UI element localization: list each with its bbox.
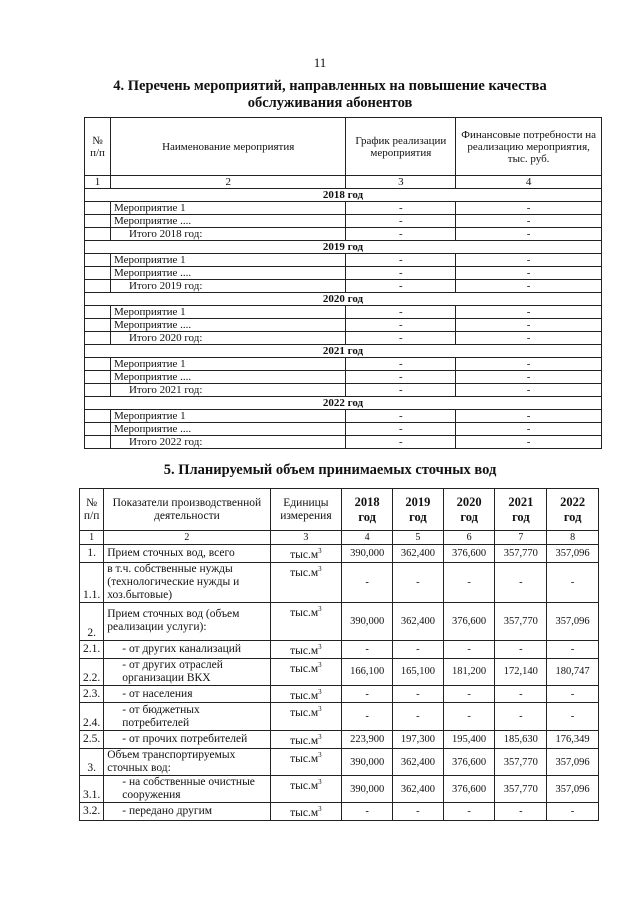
unit-cell xyxy=(270,731,342,749)
value-cell: 357,770 xyxy=(495,545,547,563)
unit-text: тыс.м xyxy=(290,606,319,619)
t1-colnum: 2 xyxy=(110,176,345,189)
value-cell: 362,400 xyxy=(393,776,444,803)
value-cell: 357,096 xyxy=(547,749,599,776)
value-cell: 165,100 xyxy=(393,658,444,685)
t2-colnum: 5 xyxy=(393,531,444,545)
t1-header-num: № п/п xyxy=(85,118,111,176)
t2-header-unit: Единицы измерения xyxy=(270,489,342,531)
measure-total: Итого 2021 год: xyxy=(110,384,345,397)
value-cell: - xyxy=(495,703,547,731)
measure-schedule: - xyxy=(346,384,456,397)
measure-finance: - xyxy=(456,202,602,215)
measure-finance: - xyxy=(456,358,602,371)
measure-name: Мероприятие .... xyxy=(110,319,345,332)
t1-header-schedule: График реализации мероприятия xyxy=(346,118,456,176)
value-cell: - xyxy=(393,685,444,703)
value-cell: - xyxy=(495,562,547,602)
value-cell: 390,000 xyxy=(342,776,393,803)
measure-finance: - xyxy=(456,280,602,293)
section4-title-line2: обслуживания абонентов xyxy=(247,95,413,111)
t1-header-finance: Финансовые потребности на реализацию мероприятия, тыс. руб. xyxy=(456,118,602,176)
unit-cell xyxy=(270,685,342,703)
measure-schedule: - xyxy=(346,306,456,319)
measure-schedule: - xyxy=(346,215,456,228)
t2-header-2018: 2018 год xyxy=(342,489,393,531)
row-number: 2.3. xyxy=(80,685,104,703)
row-number: 2. xyxy=(80,602,104,640)
value-cell: - xyxy=(443,703,495,731)
unit-cell xyxy=(270,658,342,685)
value-cell: 376,600 xyxy=(443,776,495,803)
section4-title-line1: 4. Перечень мероприятий, направленных на повышение качества xyxy=(113,78,547,94)
value-cell: 176,349 xyxy=(547,731,599,749)
unit-text: тыс.м xyxy=(290,662,319,675)
value-cell: - xyxy=(342,803,393,821)
value-cell: 223,900 xyxy=(342,731,393,749)
measure-schedule: - xyxy=(346,423,456,436)
value-cell: - xyxy=(547,703,599,731)
value-cell: - xyxy=(393,640,444,658)
value-cell: - xyxy=(495,803,547,821)
measure-name: Мероприятие .... xyxy=(110,423,345,436)
value-cell: - xyxy=(393,703,444,731)
unit-cell xyxy=(270,703,342,731)
t1-colnum: 1 xyxy=(85,176,111,189)
unit-text: тыс.м xyxy=(290,735,319,748)
unit-exponent: 3 xyxy=(318,547,322,555)
value-cell: 357,770 xyxy=(495,602,547,640)
unit-cell xyxy=(270,602,342,640)
measure-finance: - xyxy=(456,423,602,436)
value-cell: - xyxy=(547,685,599,703)
row-number: 3.2. xyxy=(80,803,104,821)
value-cell: 185,630 xyxy=(495,731,547,749)
unit-cell xyxy=(270,562,342,602)
measure-total: Итого 2018 год: xyxy=(110,228,345,241)
indicator-name: Прием сточных вод, всего xyxy=(104,545,270,563)
year-header: 2018 год xyxy=(85,189,602,202)
value-cell: - xyxy=(495,685,547,703)
value-cell: 376,600 xyxy=(443,602,495,640)
row-number: 1. xyxy=(80,545,104,563)
t2-header-2019: 2019 год xyxy=(393,489,444,531)
measure-name: Мероприятие .... xyxy=(110,215,345,228)
value-cell: 362,400 xyxy=(393,545,444,563)
value-cell: 357,096 xyxy=(547,602,599,640)
indicator-name: - от прочих потребителей xyxy=(104,731,270,749)
measure-schedule: - xyxy=(346,371,456,384)
unit-exponent: 3 xyxy=(318,733,322,742)
unit-exponent: 3 xyxy=(318,604,322,613)
unit-text: тыс.м xyxy=(290,566,319,579)
unit-text: тыс.м xyxy=(290,780,319,793)
row-number: 3.1. xyxy=(80,776,104,803)
row-number: 2.4. xyxy=(80,703,104,731)
t2-header-2022: 2022 год xyxy=(547,489,599,531)
t2-colnum: 3 xyxy=(270,531,342,545)
value-cell: 181,200 xyxy=(443,658,495,685)
unit-text: тыс.м xyxy=(290,753,319,766)
indicator-name: - от бюджетных потребителей xyxy=(104,703,270,731)
measure-finance: - xyxy=(456,436,602,449)
measure-finance: - xyxy=(456,306,602,319)
unit-exponent: 3 xyxy=(318,805,322,814)
measure-total: Итого 2020 год: xyxy=(110,332,345,345)
measure-name: Мероприятие 1 xyxy=(110,306,345,319)
measure-finance: - xyxy=(456,319,602,332)
measure-schedule: - xyxy=(346,436,456,449)
row-number: 2.1. xyxy=(80,640,104,658)
value-cell: - xyxy=(495,640,547,658)
value-cell: 357,770 xyxy=(495,749,547,776)
indicator-name: в т.ч. собственные нужды (технологические нужды и хоз.бытовые) xyxy=(104,562,270,602)
value-cell: 166,100 xyxy=(342,658,393,685)
t2-colnum: 7 xyxy=(495,531,547,545)
value-cell: 376,600 xyxy=(443,749,495,776)
t2-colnum: 8 xyxy=(547,531,599,545)
value-cell: 362,400 xyxy=(393,602,444,640)
year-header: 2019 год xyxy=(85,241,602,254)
value-cell: 172,140 xyxy=(495,658,547,685)
t2-header-2020: 2020 год xyxy=(443,489,495,531)
t1-colnum: 3 xyxy=(346,176,456,189)
t2-header-2021: 2021 год xyxy=(495,489,547,531)
t2-header-num: № п/п xyxy=(80,489,104,531)
unit-cell xyxy=(270,803,342,821)
measure-finance: - xyxy=(456,215,602,228)
row-number: 3. xyxy=(80,749,104,776)
indicator-name: - передано другим xyxy=(104,803,270,821)
unit-exponent: 3 xyxy=(318,564,322,573)
t2-colnum: 4 xyxy=(342,531,393,545)
measures-table xyxy=(84,117,602,449)
year-header: 2021 год xyxy=(85,345,602,358)
value-cell: 180,747 xyxy=(547,658,599,685)
unit-text: тыс.м xyxy=(290,707,319,720)
value-cell: 362,400 xyxy=(393,749,444,776)
t1-header-name: Наименование мероприятия xyxy=(110,118,345,176)
indicator-name: Прием сточных вод (объем реализации услуги): xyxy=(104,602,270,640)
measure-schedule: - xyxy=(346,358,456,371)
unit-exponent: 3 xyxy=(318,751,322,760)
value-cell: - xyxy=(443,803,495,821)
t2-colnum: 6 xyxy=(443,531,495,545)
section4-title xyxy=(60,78,600,112)
unit-exponent: 3 xyxy=(318,660,322,669)
unit-cell xyxy=(270,776,342,803)
unit-text: тыс.м xyxy=(290,548,319,561)
measure-schedule: - xyxy=(346,267,456,280)
unit-cell xyxy=(270,545,342,563)
measure-finance: - xyxy=(456,410,602,423)
section5-title: 5. Планируемый объем принимаемых сточных вод xyxy=(163,462,497,478)
year-header: 2022 год xyxy=(85,397,602,410)
value-cell: - xyxy=(443,562,495,602)
measure-schedule: - xyxy=(346,332,456,345)
value-cell: - xyxy=(443,685,495,703)
value-cell: 357,096 xyxy=(547,545,599,563)
measure-finance: - xyxy=(456,332,602,345)
t2-colnum: 2 xyxy=(104,531,270,545)
t2-header-indicator: Показатели производственной деятельности xyxy=(104,489,270,531)
value-cell: 195,400 xyxy=(443,731,495,749)
value-cell: - xyxy=(547,803,599,821)
unit-text: тыс.м xyxy=(290,689,319,702)
measure-schedule: - xyxy=(346,202,456,215)
unit-exponent: 3 xyxy=(318,687,322,696)
measure-name: Мероприятие 1 xyxy=(110,410,345,423)
indicator-name: - на собственные очистные сооружения xyxy=(104,776,270,803)
measure-schedule: - xyxy=(346,280,456,293)
value-cell: - xyxy=(393,803,444,821)
page-number: 11 xyxy=(313,55,327,70)
measure-schedule: - xyxy=(346,410,456,423)
measure-name: Мероприятие .... xyxy=(110,267,345,280)
value-cell: 357,770 xyxy=(495,776,547,803)
measure-name: Мероприятие 1 xyxy=(110,358,345,371)
indicator-name: - от других канализаций xyxy=(104,640,270,658)
indicator-name: - от населения xyxy=(104,685,270,703)
value-cell: 376,600 xyxy=(443,545,495,563)
measure-schedule: - xyxy=(346,319,456,332)
unit-text: тыс.м xyxy=(290,807,319,820)
t2-colnum: 1 xyxy=(80,531,104,545)
measure-finance: - xyxy=(456,228,602,241)
unit-text: тыс.м xyxy=(290,644,319,657)
value-cell: - xyxy=(393,562,444,602)
row-number: 1.1. xyxy=(80,562,104,602)
value-cell: 197,300 xyxy=(393,731,444,749)
row-number: 2.2. xyxy=(80,658,104,685)
value-cell: 390,000 xyxy=(342,749,393,776)
value-cell: - xyxy=(342,703,393,731)
wastewater-table xyxy=(79,488,599,821)
value-cell: - xyxy=(443,640,495,658)
value-cell: - xyxy=(342,562,393,602)
unit-exponent: 3 xyxy=(318,778,322,787)
unit-cell xyxy=(270,640,342,658)
row-number: 2.5. xyxy=(80,731,104,749)
measure-finance: - xyxy=(456,384,602,397)
value-cell: 390,000 xyxy=(342,545,393,563)
unit-cell xyxy=(270,749,342,776)
measure-schedule: - xyxy=(346,228,456,241)
value-cell: - xyxy=(547,562,599,602)
unit-exponent: 3 xyxy=(318,642,322,651)
t1-colnum: 4 xyxy=(456,176,602,189)
measure-schedule: - xyxy=(346,254,456,267)
measure-name: Мероприятие 1 xyxy=(110,254,345,267)
value-cell: - xyxy=(342,685,393,703)
value-cell: - xyxy=(547,640,599,658)
indicator-name: - от других отраслей организации ВКХ xyxy=(104,658,270,685)
value-cell: - xyxy=(342,640,393,658)
measure-total: Итого 2022 год: xyxy=(110,436,345,449)
measure-name: Мероприятие 1 xyxy=(110,202,345,215)
indicator-name: Объем транспортируемых сточных вод: xyxy=(104,749,270,776)
measure-finance: - xyxy=(456,254,602,267)
value-cell: 390,000 xyxy=(342,602,393,640)
measure-finance: - xyxy=(456,267,602,280)
unit-exponent: 3 xyxy=(318,705,322,714)
value-cell: 357,096 xyxy=(547,776,599,803)
measure-total: Итого 2019 год: xyxy=(110,280,345,293)
measure-finance: - xyxy=(456,371,602,384)
year-header: 2020 год xyxy=(85,293,602,306)
measure-name: Мероприятие .... xyxy=(110,371,345,384)
